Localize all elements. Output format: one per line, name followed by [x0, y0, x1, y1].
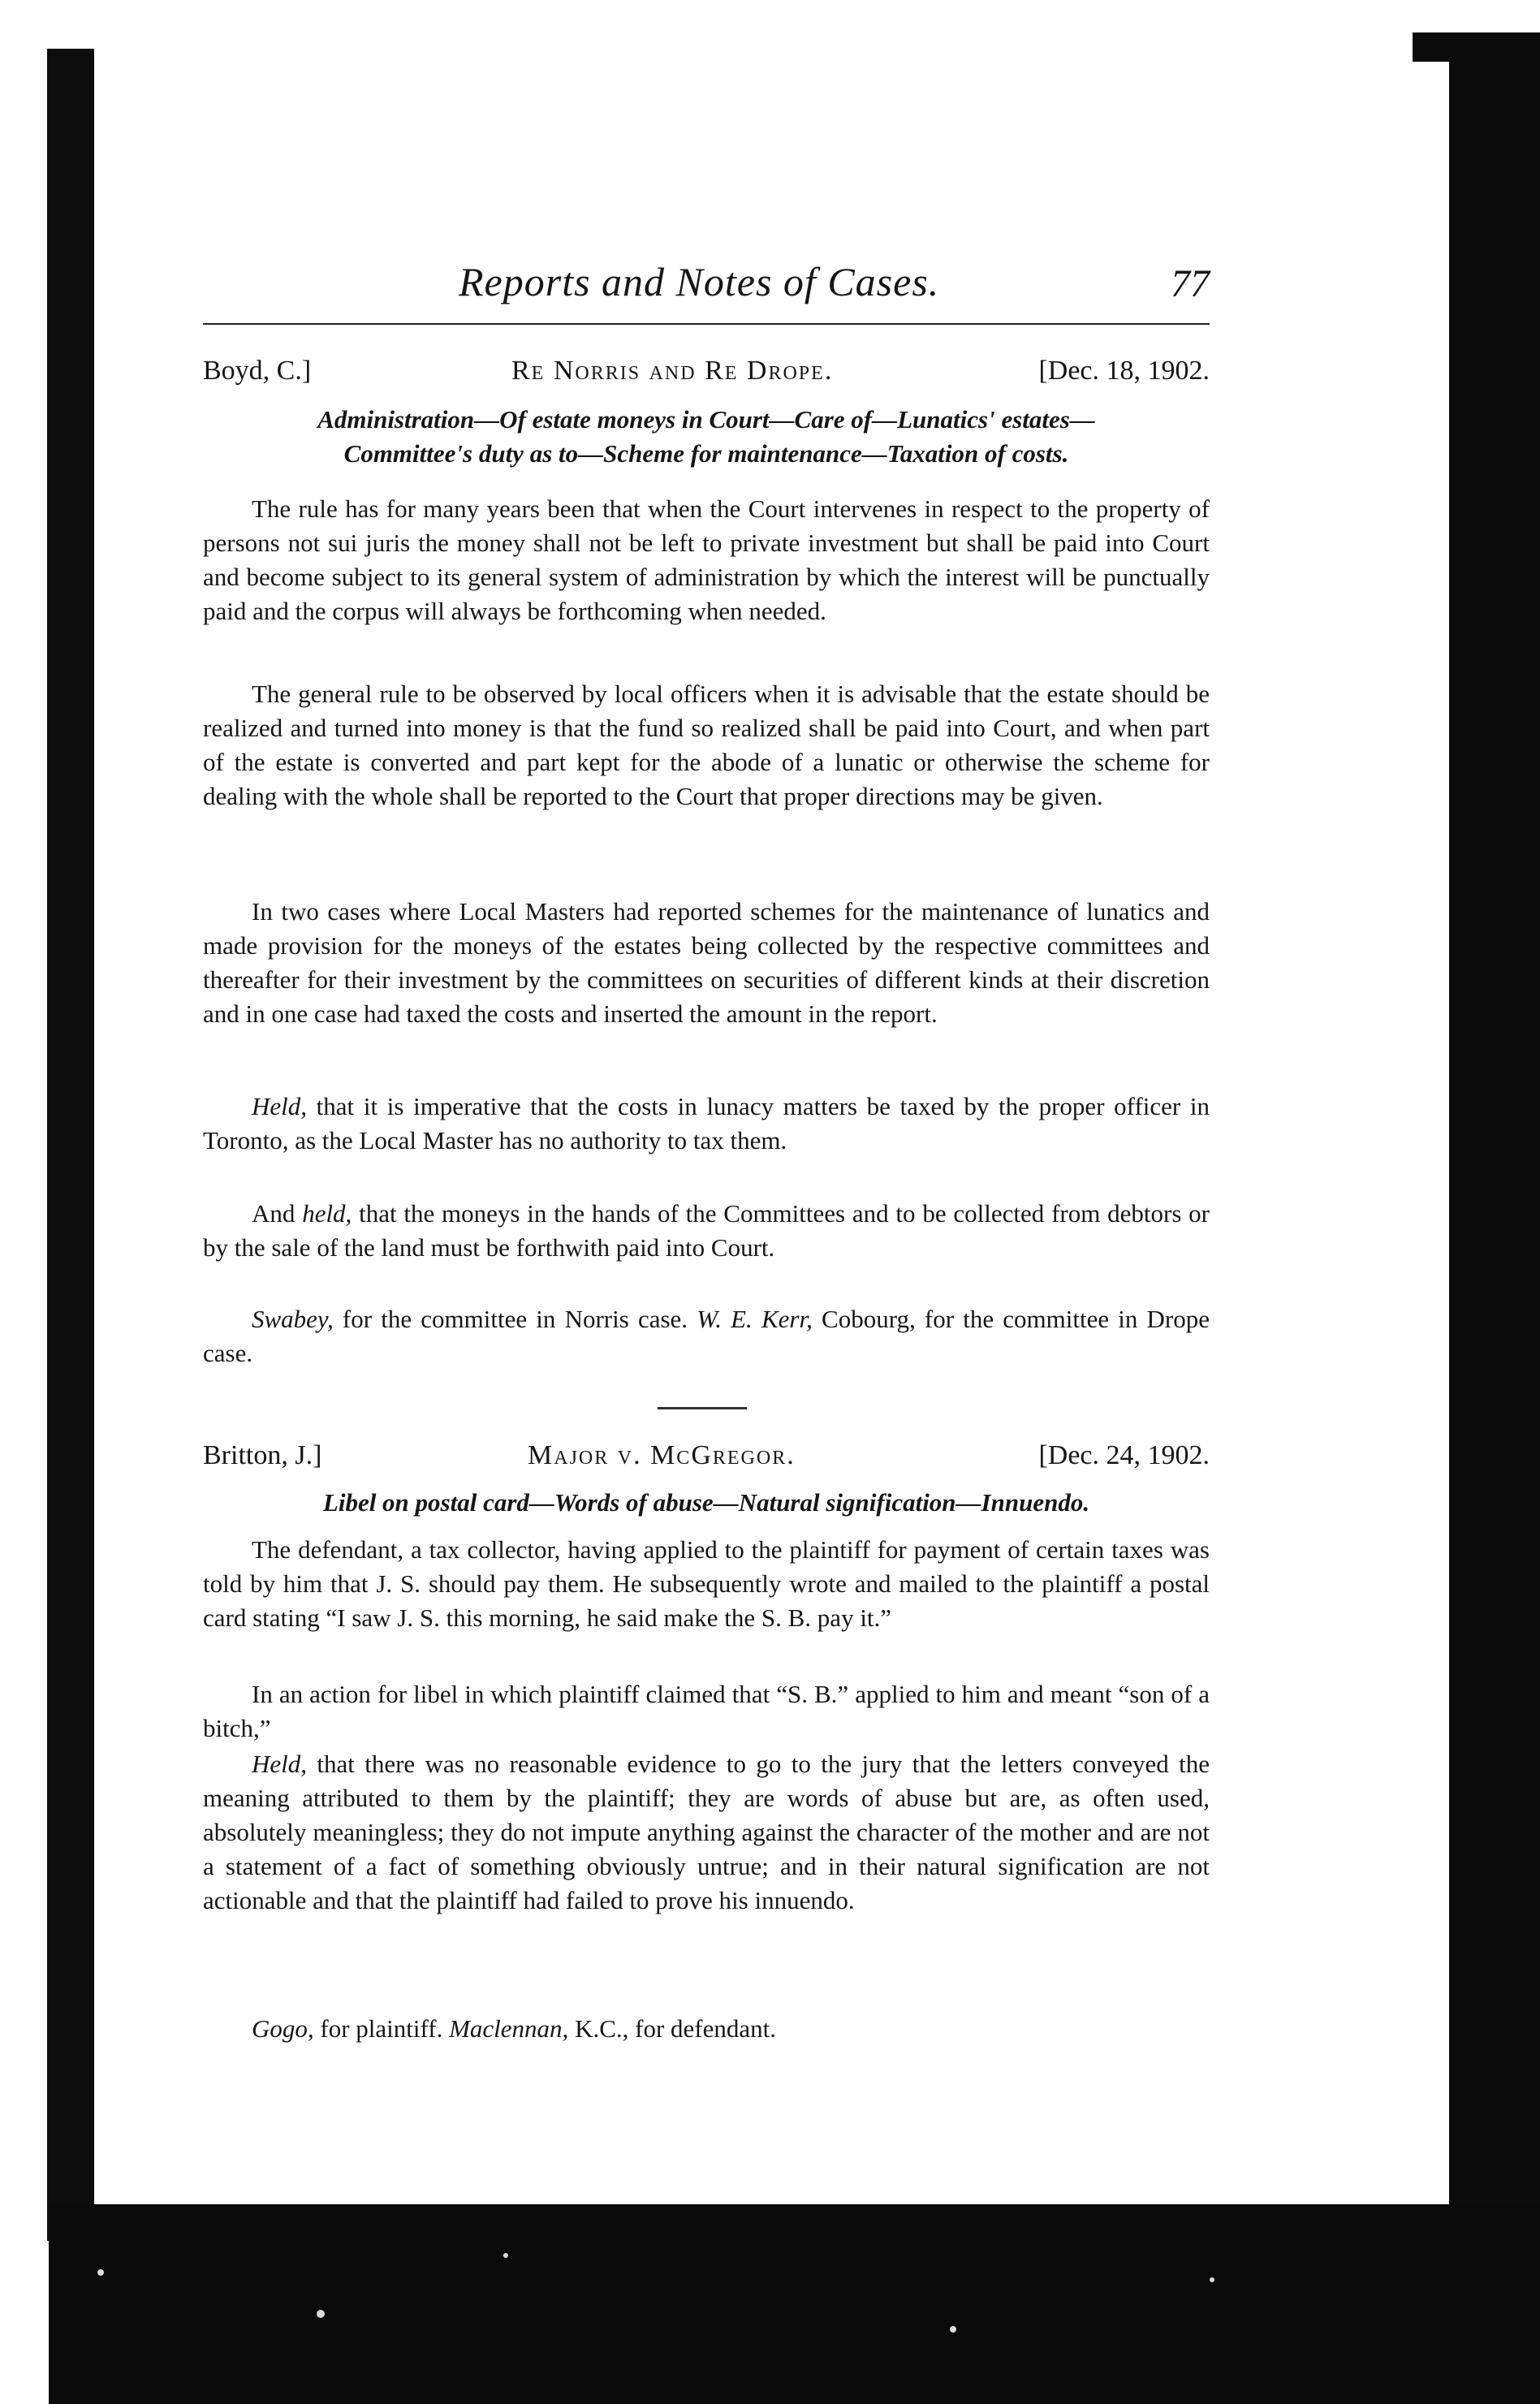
counsel-text: K.C., for defendant. [568, 2014, 776, 2043]
running-head [203, 258, 1210, 323]
section-divider [658, 1407, 747, 1409]
held-label: Held, [252, 1750, 308, 1778]
case-judge: Boyd, C.] [203, 356, 312, 386]
paragraph-text: that there was no reasonable evidence to go to the jury that the letters conveyed the meaning attributed to them by the plaintiff; they are words of abuse but are, as often used, absolutely meaningless; they do not impute anything against the character of the mother and are not a statement of a fact of something obviously untrue; and in their natural signification are not actionable and that the plaintiff had failed to prove his innuendo. [203, 1750, 1210, 1914]
paragraph: The rule has for many years been that when the Court intervenes in respect to the property of persons not sui juris the money shall not be left to private investment but shall be paid into Court and become subject to its general system of administration by which the interest will be punctually paid and the corpus will always be forthcoming when needed. [203, 494, 1210, 625]
paragraph-held [203, 1197, 1210, 1265]
case-date: [Dec. 18, 1902. [1038, 356, 1210, 386]
scan-margin-left [0, 0, 96, 2404]
case-judge: Britton, J.] [203, 1440, 322, 1470]
paragraph-text: that it is imperative that the costs in lunacy matters be taxed by the proper officer in Toronto, as the Local Master has no authority to tax them. [203, 1092, 1210, 1155]
scan-edge-right [1449, 32, 1540, 2404]
paragraph-text: that the moneys in the hands of the Committees and to be collected from debtors or by the sale of the land must be forthwith paid into Court. [203, 1199, 1210, 1262]
scan-speck [97, 2269, 104, 2276]
counsel-text: for the committee in Norris case. [333, 1305, 697, 1333]
counsel-line [203, 2012, 1210, 2046]
held-label: held, [302, 1199, 352, 1228]
page-number: 77 [1171, 262, 1210, 305]
scan-speck [950, 2326, 956, 2333]
paragraph-held [203, 1747, 1210, 1918]
scan-speck [317, 2310, 325, 2318]
case-headnote [203, 1486, 1210, 1520]
scan-speck [1210, 2277, 1214, 2282]
case-date: [Dec. 24, 1902. [1038, 1440, 1210, 1470]
held-label: Held, [252, 1092, 308, 1120]
case-headnote [203, 403, 1210, 471]
counsel-name: Swabey, [252, 1305, 334, 1333]
counsel-text: for plaintiff. [313, 2014, 450, 2043]
counsel-text: Cobourg, for the committee in Drope case. [203, 1305, 1210, 1367]
case-heading-major [203, 1440, 1210, 1478]
headnote-line: Libel on postal card—Words of abuse—Natural signification—Innuendo. [322, 1488, 1090, 1517]
header-rule [203, 323, 1210, 325]
paragraph: In an action for libel in which plaintiff claimed that “S. B.” applied to him and meant “son of a bitch,” [203, 1680, 1210, 1742]
counsel-name: Gogo, [252, 2014, 314, 2043]
paragraph-text: And [252, 1199, 303, 1228]
scan-edge-left [47, 49, 94, 2241]
counsel-name: Maclennan, [449, 2014, 569, 2043]
paragraph: The general rule to be observed by local officers when it is advisable that the estate should be realized and turned into money is that the fund so realized shall be paid into Court, and when part of the estate is converted and part kept for the abode of a lunatic or otherwise the scheme for dealing with the whole shall be reported to the Court that proper directions may be given. [203, 680, 1210, 810]
headnote-line: Administration—Of estate moneys in Court—Care of—Lunatics' estates— [317, 405, 1095, 434]
scan-speck [503, 2253, 508, 2258]
running-title: Reports and Notes of Cases. [459, 259, 940, 304]
paragraph-held [203, 1090, 1210, 1158]
headnote-line: Committee's duty as to—Scheme for maintenance—Taxation of costs. [343, 439, 1069, 468]
scan-edge-bottom [49, 2204, 1540, 2404]
case-name: Re Norris and Re Drope. [511, 356, 834, 386]
case-name: Major v. McGregor. [528, 1440, 796, 1470]
counsel-name: W. E. Kerr, [697, 1305, 813, 1333]
paragraph: The defendant, a tax collector, having applied to the plaintiff for payment of certain taxes was told by him that J. S. should pay them. He subsequently wrote and mailed to the plaintiff a postal card stating “I saw J. S. this morning, he said make the S. B. pay it.” [203, 1535, 1210, 1632]
case-heading-norris [203, 356, 1210, 393]
paragraph: In two cases where Local Masters had reported schemes for the maintenance of lunatics and made provision for the moneys of the estates being collected by the respective committees and thereafter for their investment by the committees on securities of different kinds at their discretion and in one case had taxed the costs and inserted the amount in the report. [203, 897, 1210, 1028]
counsel-line [203, 1302, 1210, 1370]
